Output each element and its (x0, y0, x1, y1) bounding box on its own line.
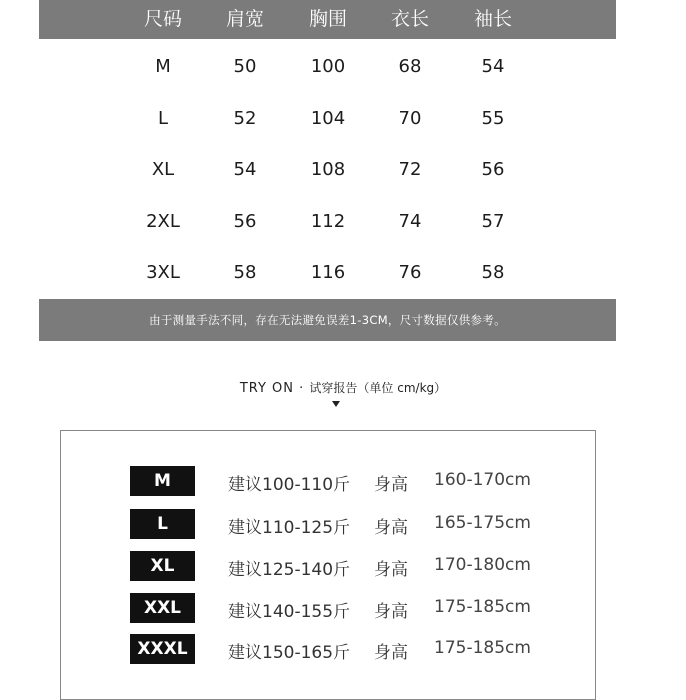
height-label: 身高 (374, 518, 408, 538)
weight-suggestion: 建议125-140斤 (228, 560, 351, 580)
tryon-title: TRY ON · (239, 381, 310, 396)
header-sleeve: 袖长 (473, 8, 513, 30)
header-length: 衣长 (390, 8, 430, 30)
table-row (0, 56, 686, 86)
cell-size: 2XL (146, 211, 180, 232)
height-label: 身高 (374, 475, 408, 495)
size-badge: XXL (130, 593, 195, 623)
cell-chest: 104 (310, 108, 346, 129)
height-range: 165-175cm (434, 513, 531, 533)
cell-size: M (155, 56, 171, 77)
cell-chest: 100 (310, 56, 346, 77)
tryon-row (0, 551, 686, 583)
height-label: 身高 (374, 643, 408, 663)
weight-suggestion: 建议150-165斤 (228, 643, 351, 663)
size-badge: XXXL (130, 634, 195, 664)
cell-shoulder: 58 (233, 262, 257, 283)
cell-sleeve: 56 (481, 159, 505, 180)
cell-sleeve: 54 (481, 56, 505, 77)
tryon-row (0, 466, 686, 498)
tryon-row (0, 509, 686, 541)
height-label: 身高 (374, 602, 408, 622)
tryon-row (0, 634, 686, 666)
size-badge: XL (130, 551, 195, 581)
cell-length: 68 (398, 56, 422, 77)
triangle-down-icon (332, 401, 340, 407)
cell-size: 3XL (146, 262, 180, 283)
weight-suggestion: 建议100-110斤 (228, 475, 351, 495)
table-row (0, 262, 686, 292)
table-row (0, 211, 686, 241)
cell-size: L (157, 108, 169, 129)
weight-suggestion: 建议110-125斤 (228, 518, 351, 538)
cell-shoulder: 50 (233, 56, 257, 77)
weight-suggestion: 建议140-155斤 (228, 602, 351, 622)
cell-length: 70 (398, 108, 422, 129)
table-row (0, 159, 686, 189)
height-range: 170-180cm (434, 555, 531, 575)
cell-shoulder: 52 (233, 108, 257, 129)
cell-chest: 108 (310, 159, 346, 180)
cell-length: 72 (398, 159, 422, 180)
cell-sleeve: 58 (481, 262, 505, 283)
header-shoulder: 肩宽 (225, 8, 265, 30)
height-range: 160-170cm (434, 470, 531, 490)
height-label: 身高 (374, 560, 408, 580)
size-table-header (39, 0, 616, 39)
cell-length: 74 (398, 211, 422, 232)
header-chest: 胸围 (308, 8, 348, 30)
height-range: 175-185cm (434, 597, 531, 617)
table-row (0, 108, 686, 138)
cell-size: XL (151, 159, 175, 180)
measurement-note: 由于测量手法不同，存在无法避免误差1-3CM，尺寸数据仅供参考。 (149, 313, 506, 327)
cell-sleeve: 55 (481, 108, 505, 129)
header-size: 尺码 (143, 8, 183, 30)
tryon-heading (0, 379, 686, 396)
measurement-note-bar (39, 299, 616, 341)
cell-sleeve: 57 (481, 211, 505, 232)
cell-chest: 112 (310, 211, 346, 232)
tryon-row (0, 593, 686, 625)
tryon-subtitle: 试穿报告（单位 cm/kg） (309, 381, 447, 395)
cell-shoulder: 56 (233, 211, 257, 232)
cell-chest: 116 (310, 262, 346, 283)
size-badge: L (130, 509, 195, 539)
height-range: 175-185cm (434, 638, 531, 658)
cell-shoulder: 54 (233, 159, 257, 180)
cell-length: 76 (398, 262, 422, 283)
size-badge: M (130, 466, 195, 496)
